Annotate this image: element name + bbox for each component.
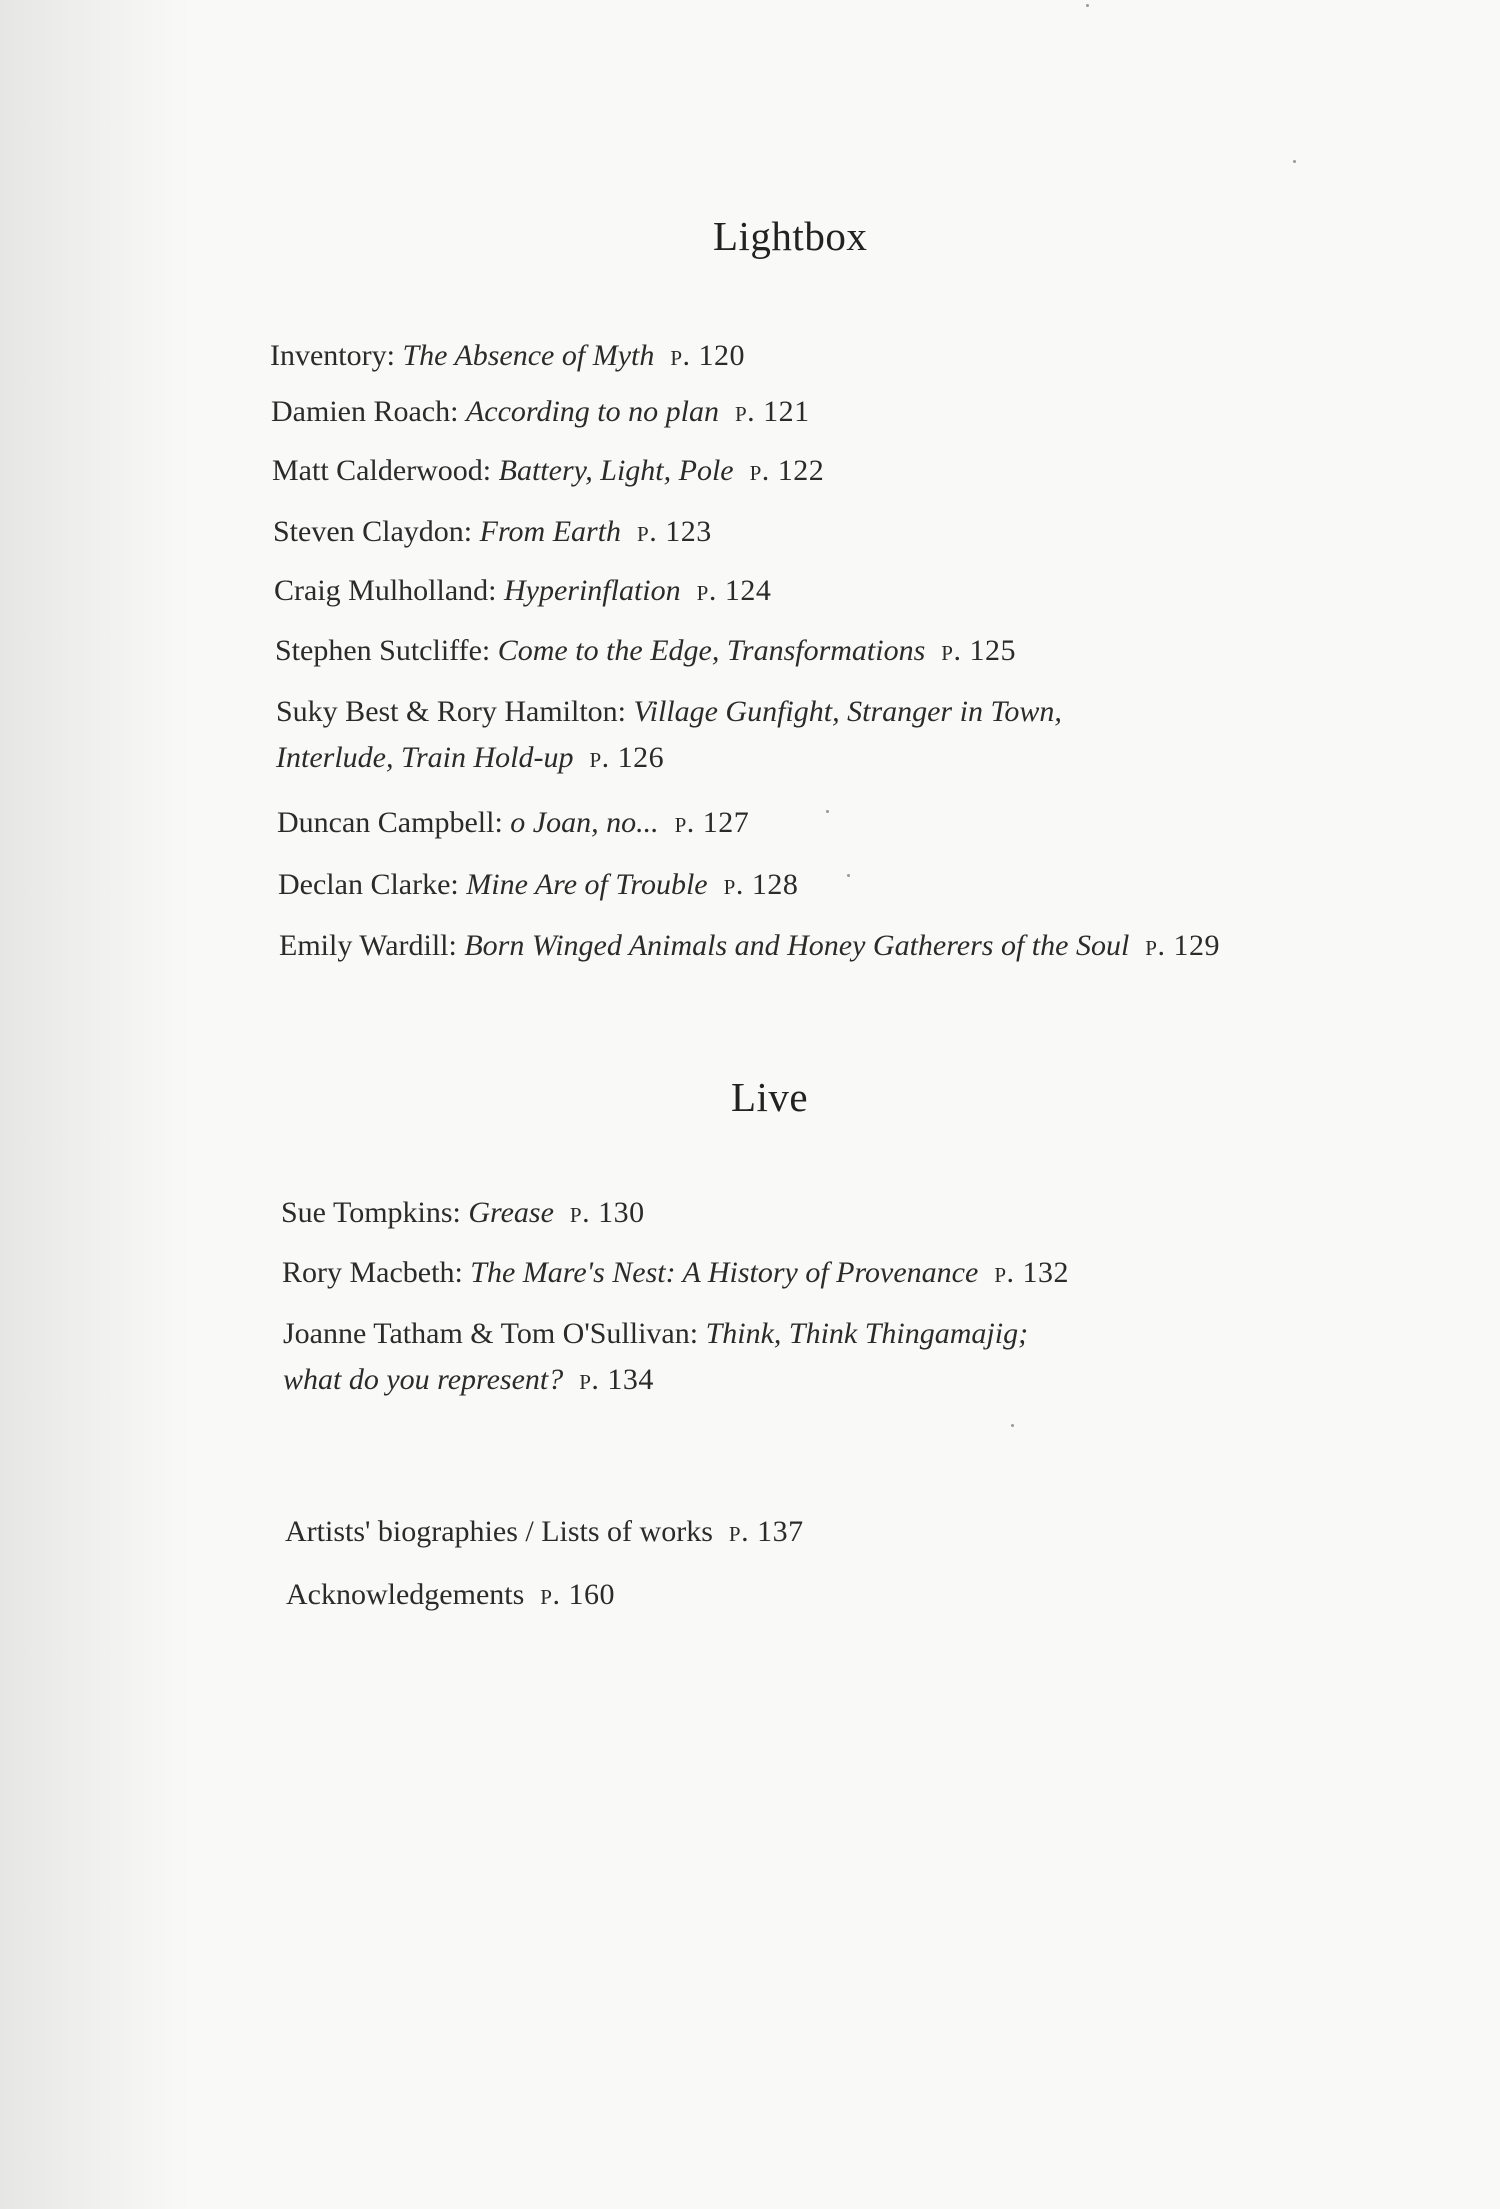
toc-entry-matt-calderwood[interactable] [272,448,824,494]
entry-label: Acknowledgements [286,1578,525,1611]
scan-speck [1086,4,1089,7]
entry-artist: Duncan Campbell: [277,806,503,839]
entry-page: p. 160 [540,1578,615,1611]
entry-artist: Craig Mulholland: [274,574,497,607]
scan-speck [847,874,850,877]
entry-page: p. 134 [579,1363,654,1396]
entry-work: Grease [468,1196,554,1229]
entry-artist: Matt Calderwood: [272,454,492,487]
entry-artist: Emily Wardill: [279,929,457,962]
entry-artist: Rory Macbeth: [282,1256,463,1289]
entry-work: According to no plan [465,395,719,428]
toc-entry-duncan-campbell[interactable] [277,800,749,846]
entry-page: p. 121 [734,395,810,428]
entry-artist: Suky Best & Rory Hamilton: [276,695,627,728]
toc-entry-artists-biographies[interactable] [285,1509,804,1555]
entry-page: p. 137 [728,1515,804,1548]
entry-artist: Steven Claydon: [273,515,473,548]
scan-speck [1293,160,1296,163]
toc-entry-inventory[interactable] [270,333,745,379]
entry-work: Come to the Edge, Transformations [497,634,926,667]
entry-label: Artists' biographies / Lists of works [285,1515,713,1548]
entry-page: p. 120 [670,339,746,372]
entry-page: p. 129 [1145,929,1220,962]
entry-work: Mine Are of Trouble [466,868,708,901]
toc-entry-rory-macbeth[interactable] [282,1250,1069,1296]
scan-speck [1011,1424,1014,1427]
toc-entry-steven-claydon[interactable] [273,509,712,555]
toc-entry-sue-tompkins[interactable] [281,1190,645,1236]
entry-artist: Stephen Sutcliffe: [275,634,491,667]
entry-line-2 [283,1357,1028,1403]
entry-work: From Earth [479,515,622,548]
entry-page: p. 128 [723,868,799,901]
page-gutter-shadow [0,0,190,2209]
entry-work-continued: Interlude, Train Hold-up [276,741,574,774]
entry-work: Battery, Light, Pole [498,454,734,487]
entry-page: p. 126 [589,741,665,774]
entry-artist: Declan Clarke: [278,868,459,901]
entry-artist: Sue Tompkins: [281,1196,461,1229]
toc-entry-craig-mulholland[interactable] [274,568,771,614]
entry-page: p. 122 [749,454,825,487]
entry-line-1 [276,689,1062,735]
toc-entry-declan-clarke[interactable] [278,862,798,908]
entry-work: Think, Think Thingamajig; [705,1317,1029,1350]
entry-line-1 [283,1311,1028,1357]
toc-entry-suky-best-rory-hamilton[interactable] [276,689,1062,781]
entry-page: p. 130 [569,1196,645,1229]
entry-page: p. 123 [637,515,712,548]
entry-artist: Joanne Tatham & Tom O'Sullivan: [283,1317,699,1350]
entry-work: Born Winged Animals and Honey Gatherers of the Soul [464,929,1130,962]
entry-artist: Damien Roach: [271,395,459,428]
entry-page: p. 124 [696,574,772,607]
toc-entry-stephen-sutcliffe[interactable] [275,628,1016,674]
entry-work: o Joan, no... [510,806,659,839]
scan-speck [826,810,829,813]
toc-entry-damien-roach[interactable] [271,389,810,435]
section-title-live: Live [731,1074,809,1120]
entry-artist: Inventory: [270,339,395,372]
entry-work: Hyperinflation [503,574,681,607]
toc-entry-acknowledgements[interactable] [286,1572,615,1618]
toc-entry-tatham-osullivan[interactable] [283,1311,1028,1403]
toc-entry-emily-wardill[interactable] [279,923,1220,969]
entry-page: p. 125 [941,634,1016,667]
entry-page: p. 127 [674,806,750,839]
entry-work: The Absence of Myth [402,339,655,372]
section-title-lightbox: Lightbox [713,213,868,259]
entry-work: Village Gunfight, Stranger in Town, [633,695,1062,728]
entry-work: The Mare's Nest: A History of Provenance [470,1256,979,1289]
entry-page: p. 132 [994,1256,1069,1289]
entry-line-2 [276,735,1062,781]
entry-work-continued: what do you represent? [283,1363,564,1396]
